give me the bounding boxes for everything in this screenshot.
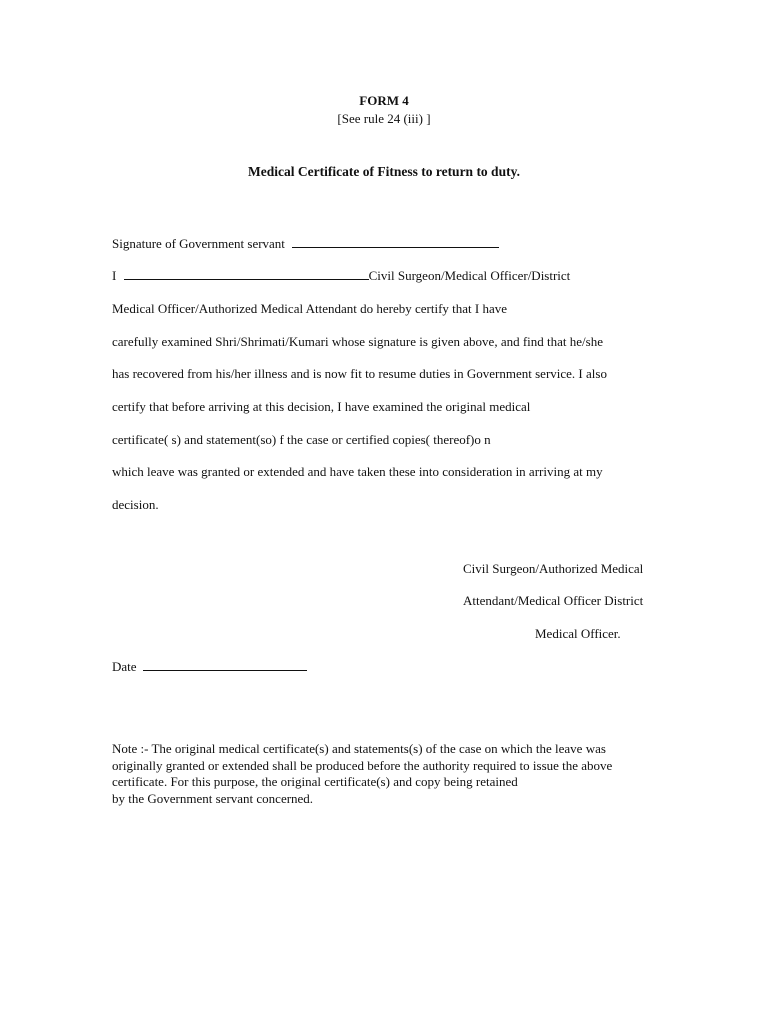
signature-label: Signature of Government servant bbox=[112, 236, 285, 251]
certifier-name-blank[interactable] bbox=[124, 268, 369, 280]
note-line: certificate. For this purpose, the original certificate(s) and copy being retained bbox=[112, 774, 518, 789]
date-blank[interactable] bbox=[143, 659, 307, 671]
signature-row bbox=[112, 236, 499, 252]
body-line: Medical Officer/Authorized Medical Attendant do hereby certify that I have bbox=[112, 301, 508, 316]
body-line: has recovered from his/her illness and is now fit to resume duties in Government service. I also bbox=[112, 366, 607, 381]
signature-block-line: Civil Surgeon/Authorized Medical bbox=[463, 561, 644, 576]
note-block bbox=[112, 741, 672, 807]
certifier-suffix: Civil Surgeon/Medical Officer/District bbox=[368, 268, 571, 283]
note-line: originally granted or extended shall be produced before the authority required to issue the above bbox=[112, 757, 613, 773]
body-line: certify that before arriving at this decision, I have examined the original medical bbox=[112, 399, 531, 414]
date-label: Date bbox=[112, 659, 137, 674]
signature-block-line: Attendant/Medical Officer District bbox=[463, 593, 644, 608]
signature-block-line: Medical Officer. bbox=[535, 626, 621, 641]
certifier-prefix: I bbox=[112, 268, 117, 283]
form-number: FORM 4 bbox=[359, 93, 409, 108]
document-title: Medical Certificate of Fitness to return to duty. bbox=[248, 164, 520, 179]
body-line: certificate( s) and statement(so) f the case or certified copies( thereof)o n bbox=[112, 432, 491, 447]
note-line: Note :- The original medical certificate(s) and statements(s) of the case on which the leave was bbox=[112, 741, 606, 756]
body-line: decision. bbox=[112, 497, 159, 512]
rule-reference: [See rule 24 (iii) ] bbox=[337, 111, 431, 126]
note-line: by the Government servant concerned. bbox=[112, 790, 314, 806]
signature-blank[interactable] bbox=[292, 236, 499, 248]
body-line: carefully examined Shri/Shrimati/Kumari whose signature is given above, and find that he/she bbox=[112, 334, 603, 349]
body-line: which leave was granted or extended and have taken these into consideration in arriving at my bbox=[112, 464, 603, 479]
date-row bbox=[112, 659, 307, 675]
certifier-row bbox=[112, 268, 570, 284]
